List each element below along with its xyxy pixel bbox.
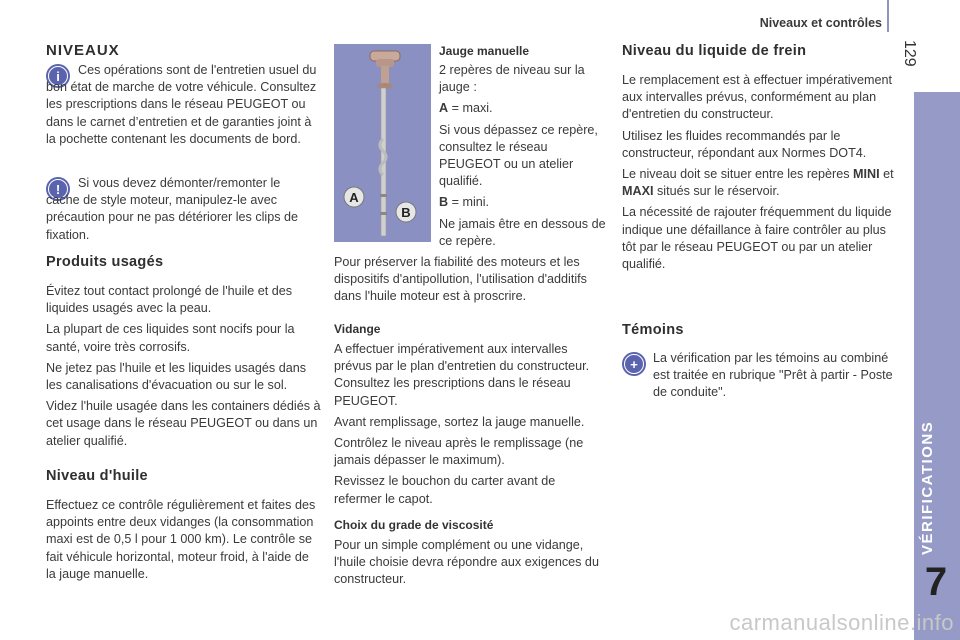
vidange-paragraph: Contrôlez le niveau après le remplissage (ne jamais dépasser le maximum). [334, 436, 584, 468]
frein-paragraph: Le niveau doit se situer entre les repères MINI et MAXI situés sur le réservoir. [622, 167, 894, 199]
warning-icon: ! [46, 177, 70, 201]
plus-icon: + [622, 352, 646, 376]
frein-body [622, 72, 894, 277]
produits-paragraph: Évitez tout contact prolongé de l'huile et des liquides usagés avec la peau. [46, 284, 293, 316]
header-divider [887, 0, 889, 32]
chapter-number: 7 [924, 560, 948, 604]
jauge-paragraph: Si vous dépassez ce repère, consultez le réseau PEUGEOT ou un atelier qualifié. [439, 122, 598, 189]
vidange-title: Vidange [334, 322, 381, 336]
section-label: VÉRIFICATIONS [919, 420, 936, 555]
vidange-body [334, 341, 606, 512]
huile-paragraph: Effectuez ce contrôle régulièrement et faites des appoints entre deux vidanges (la consommation maxi est de 0,5 l pour 1 000 km). Le contrôle se fait véhicule horizontal, moteur froid, à l'aide de la jauge manuelle. [46, 498, 316, 581]
dipstick-illustration [334, 44, 431, 242]
warning-note: Si vous devez démonter/remonter le cache de style moteur, manipulez-le avec précaution pour ne pas détériorer les clips de fixation. [46, 176, 299, 242]
marker-a-label: A [349, 190, 359, 205]
temoins-note: La vérification par les témoins au combiné est traitée en rubrique "Prêt à partir - Poste de conduite". [653, 351, 893, 400]
vidange-paragraph: A effectuer impérativement aux intervalles prévus par le plan d'entretien du constructeur. Consultez les prescriptions dans le réseau PEUGEOT. [334, 342, 590, 408]
jauge-paragraph: 2 repères de niveau sur la jauge : [439, 63, 585, 95]
frein-paragraph: Le remplacement est à effectuer impérativement aux intervalles prévus, conformément au plan d'entretien du constructeur. [622, 73, 892, 122]
temoins-title: Témoins [622, 322, 684, 338]
vidange-paragraph: Avant remplissage, sortez la jauge manuelle. [334, 414, 585, 429]
vidange-paragraph: Revissez le bouchon du carter avant de refermer le capot. [334, 474, 556, 506]
jauge-title: Jauge manuelle [439, 44, 530, 58]
viscosite-paragraph: Pour un simple complément ou une vidange, l'huile choisie devra répondre aux exigences du constructeur. [334, 538, 599, 587]
marker-a-letter: A [439, 101, 449, 116]
header-title: Niveaux et contrôles [759, 16, 882, 30]
preserve-paragraph: Pour préserver la fiabilité des moteurs et les dispositifs d'antipollution, l'utilisation d'additifs dans l'huile moteur est à proscrire. [334, 255, 587, 304]
produits-paragraph: Ne jetez pas l'huile et les liquides usagés dans les canalisations d'évacuation ou sur le sol. [46, 360, 307, 393]
marker-b-letter: B [439, 195, 449, 210]
huile-title: Niveau d'huile [46, 468, 148, 484]
produits-paragraph: La plupart de ces liquides sont nocifs pour la santé, voire très corrosifs. [46, 322, 295, 354]
jauge-min-line: B = mini. [439, 195, 490, 210]
info-note: Ces opérations sont de l'entretien usuel du bon état de marche de votre véhicule. Consultez les prescriptions dans le réseau PEUGEOT ou dans le carnet d’entretien et de garanties joint à la pochette contenant les documents de bord. [46, 63, 317, 146]
produits-title: Produits usagés [46, 254, 164, 270]
frein-paragraph: La nécessité de rajouter fréquemment du liquide indique une défaillance à faire contrôler au plus tôt par le réseau PEUGEOT ou par un atelier qualifié. [622, 205, 892, 272]
chapter-band [914, 92, 960, 640]
jauge-paragraph: Ne jamais être en dessous de ce repère. [439, 216, 606, 248]
jauge-body [439, 62, 609, 254]
frein-paragraph: Utilisez les fluides recommandés par le constructeur, répondant aux Normes DOT4. [622, 128, 867, 160]
page-number: 129 [901, 40, 918, 67]
viscosite-title: Choix du grade de viscosité [334, 518, 494, 532]
info-icon: i [46, 64, 70, 88]
frein-title: Niveau du liquide de frein [622, 43, 807, 59]
produits-body [46, 283, 322, 454]
niveaux-title: NIVEAUX [46, 42, 120, 59]
produits-paragraph: Videz l'huile usagée dans les containers dédiés à cet usage dans le réseau PEUGEOT ou dans un atelier qualifié. [46, 399, 321, 448]
watermark: carmanualsonline.info [729, 610, 954, 635]
jauge-max-line: A = maxi. [439, 101, 493, 116]
dipstick-figure [334, 44, 431, 242]
marker-b-label: B [401, 205, 411, 220]
